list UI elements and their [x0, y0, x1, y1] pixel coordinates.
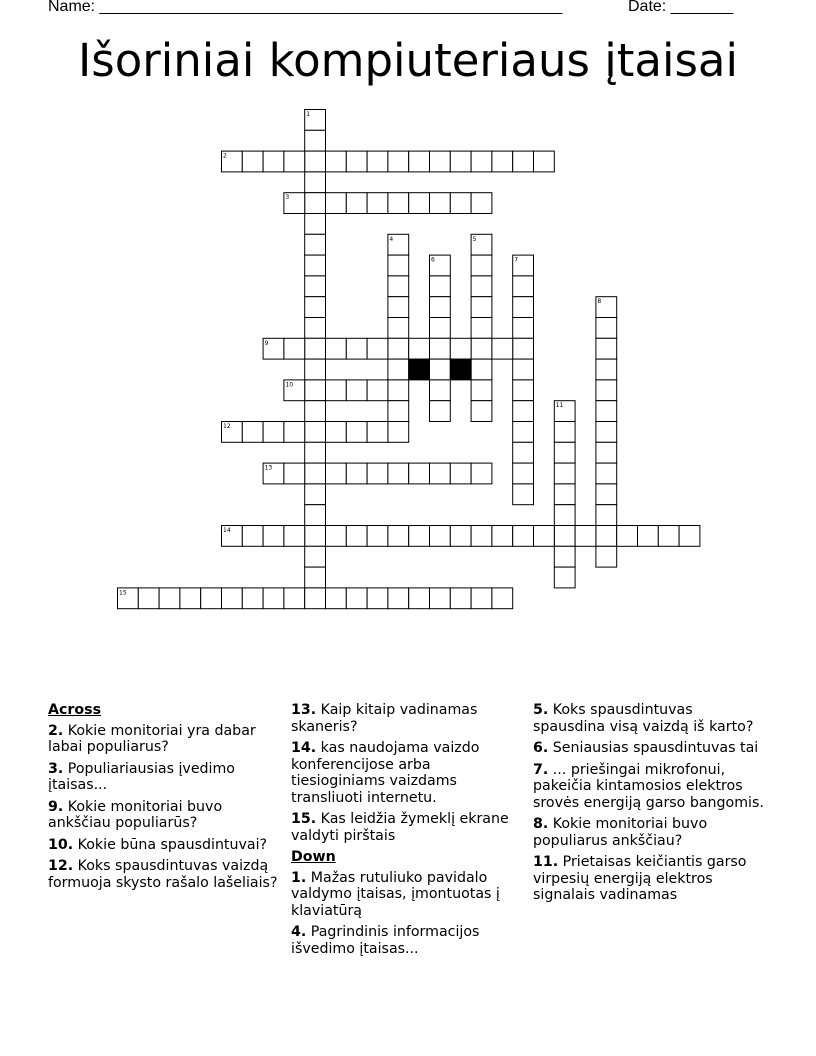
- grid-cell[interactable]: [450, 193, 471, 214]
- name-label: Name: ____________________________________________________: [48, 0, 563, 15]
- grid-cell[interactable]: [388, 151, 409, 172]
- grid-cell[interactable]: [430, 318, 451, 339]
- page-title: Išoriniai kompiuteriaus įtaisai: [78, 34, 738, 87]
- grid-cell[interactable]: [346, 338, 367, 359]
- grid-cell[interactable]: [367, 380, 388, 401]
- grid-cell[interactable]: [326, 526, 347, 547]
- black-cell: [450, 359, 471, 380]
- grid-cell[interactable]: [554, 526, 575, 547]
- grid-cell[interactable]: [388, 297, 409, 318]
- clue-across-2: 2. Kokie monitoriai yra dabar labai populiarus?: [48, 722, 256, 755]
- clues-column-2: [291, 702, 523, 962]
- grid-cell[interactable]: [617, 526, 638, 547]
- grid-cell[interactable]: [471, 338, 492, 359]
- grid-cell[interactable]: [388, 193, 409, 214]
- grid-cell[interactable]: [284, 338, 305, 359]
- grid-cell[interactable]: [388, 588, 409, 609]
- clue-across-3: 3. Populiariausias įvedimo įtaisas...: [48, 760, 235, 793]
- clue-down-7: 7. ... priešingai mikrofonui, pakeičia kintamosios elektros srovės energiją garso bangomis.: [533, 761, 764, 811]
- grid-cell[interactable]: [513, 463, 534, 484]
- grid-cell[interactable]: [305, 380, 326, 401]
- grid-cell[interactable]: [554, 484, 575, 505]
- grid-cell[interactable]: [305, 401, 326, 422]
- grid-cell[interactable]: [284, 588, 305, 609]
- grid-cell[interactable]: [596, 505, 617, 526]
- clue-down-5: 5. Koks spausdintuvas spausdina visą vaizdą iš karto?: [533, 702, 754, 735]
- grid-cell[interactable]: [305, 463, 326, 484]
- grid-cell[interactable]: [305, 276, 326, 297]
- grid-cell[interactable]: [554, 422, 575, 443]
- grid-cell[interactable]: [513, 422, 534, 443]
- cell-number: 11: [555, 402, 564, 410]
- grid-cell[interactable]: [513, 338, 534, 359]
- down-heading: Down: [291, 849, 336, 865]
- grid-cell[interactable]: [513, 526, 534, 547]
- grid-cell[interactable]: [388, 422, 409, 443]
- grid-cell[interactable]: [492, 588, 513, 609]
- grid-cell[interactable]: [554, 463, 575, 484]
- grid-cell[interactable]: [596, 484, 617, 505]
- clue-down-1: 1. Mažas rutuliuko pavidalo valdymo įtaisas, įmontuotas į klaviatūrą: [291, 869, 500, 919]
- clue-across-13: 13. Kaip kitaip vadinamas skaneris?: [291, 702, 478, 735]
- grid-cell[interactable]: [513, 401, 534, 422]
- grid-cell[interactable]: [430, 151, 451, 172]
- clue-down-6: 6. Seniausias spausdintuvas tai: [533, 740, 759, 756]
- grid-cell[interactable]: [596, 380, 617, 401]
- grid-cell[interactable]: [305, 338, 326, 359]
- grid-cell[interactable]: [450, 588, 471, 609]
- grid-cell[interactable]: [326, 193, 347, 214]
- grid-cell[interactable]: [430, 338, 451, 359]
- grid-cell[interactable]: [596, 359, 617, 380]
- grid-cell[interactable]: [305, 172, 326, 193]
- grid-cell[interactable]: [263, 151, 284, 172]
- grid-cell[interactable]: [388, 338, 409, 359]
- grid-cell[interactable]: [326, 380, 347, 401]
- cell-number: 6: [431, 256, 435, 264]
- grid-cell[interactable]: [409, 463, 430, 484]
- grid-cell[interactable]: [305, 193, 326, 214]
- grid-cell[interactable]: [450, 463, 471, 484]
- grid-cell[interactable]: [367, 588, 388, 609]
- grid-cell[interactable]: [367, 151, 388, 172]
- grid-cell[interactable]: [305, 422, 326, 443]
- black-cell: [409, 359, 430, 380]
- cell-number: 14: [223, 527, 231, 534]
- grid-cell[interactable]: [430, 297, 451, 318]
- grid-cell[interactable]: [513, 359, 534, 380]
- cell-number: 15: [119, 589, 127, 597]
- clue-across-12: 12. Koks spausdintuvas vaizdą formuoja skysto rašalo lašeliais?: [48, 858, 278, 891]
- grid-cell[interactable]: [305, 526, 326, 547]
- grid-cell[interactable]: [346, 526, 367, 547]
- grid-cell[interactable]: [513, 297, 534, 318]
- grid-cell[interactable]: [326, 588, 347, 609]
- date-label: Date: _______: [628, 0, 733, 15]
- grid-cell[interactable]: [242, 526, 263, 547]
- grid-cell[interactable]: [471, 401, 492, 422]
- grid-cell[interactable]: [388, 359, 409, 380]
- cell-number: 5: [472, 235, 477, 243]
- grid-cell[interactable]: [284, 422, 305, 443]
- grid-cell[interactable]: [388, 255, 409, 276]
- grid-cell[interactable]: [263, 422, 284, 443]
- grid-cell[interactable]: [326, 463, 347, 484]
- grid-cell[interactable]: [513, 151, 534, 172]
- grid-cell[interactable]: [430, 380, 451, 401]
- cell-number: 1: [306, 111, 311, 118]
- grid-cell[interactable]: [450, 526, 471, 547]
- grid-cell[interactable]: [201, 588, 222, 609]
- grid-cell[interactable]: [346, 422, 367, 443]
- grid-cell[interactable]: [367, 193, 388, 214]
- grid-cell[interactable]: [367, 422, 388, 443]
- grid-cell[interactable]: [513, 276, 534, 297]
- cell-number: 8: [597, 298, 602, 306]
- cell-number: 7: [514, 256, 519, 264]
- grid-cell[interactable]: [554, 442, 575, 463]
- grid-cell[interactable]: [346, 380, 367, 401]
- grid-cell[interactable]: [554, 567, 575, 588]
- grid-cell[interactable]: [326, 151, 347, 172]
- grid-cell[interactable]: [513, 318, 534, 339]
- grid-cell[interactable]: [284, 526, 305, 547]
- across-heading: Across: [48, 702, 102, 718]
- grid-cell[interactable]: [492, 338, 513, 359]
- grid-cell[interactable]: [430, 359, 451, 380]
- grid-cell[interactable]: [430, 276, 451, 297]
- clue-down-8: 8. Kokie monitoriai buvo populiarus ankščiau?: [533, 816, 708, 849]
- grid-cell[interactable]: [430, 193, 451, 214]
- grid-cell[interactable]: [471, 255, 492, 276]
- grid-cell[interactable]: [492, 526, 513, 547]
- grid-cell[interactable]: [305, 359, 326, 380]
- grid-cell[interactable]: [367, 338, 388, 359]
- grid-cell[interactable]: [284, 151, 305, 172]
- grid-cell[interactable]: [263, 526, 284, 547]
- grid-cell[interactable]: [284, 463, 305, 484]
- grid-cell[interactable]: [513, 380, 534, 401]
- grid-cell[interactable]: [471, 193, 492, 214]
- grid-cell[interactable]: [305, 297, 326, 318]
- cell-number: 10: [285, 381, 294, 389]
- clue-across-15: 15. Kas leidžia žymeklį ekrane valdyti pirštais: [291, 811, 509, 844]
- grid-cell[interactable]: [430, 526, 451, 547]
- grid-cell[interactable]: [346, 193, 367, 214]
- grid-cell[interactable]: [658, 526, 679, 547]
- grid-cell[interactable]: [305, 588, 326, 609]
- grid-cell[interactable]: [305, 130, 326, 151]
- cell-number: 2: [223, 152, 227, 160]
- cell-number: 12: [223, 423, 231, 430]
- grid-cell[interactable]: [242, 151, 263, 172]
- grid-cell[interactable]: [388, 401, 409, 422]
- grid-cell[interactable]: [346, 463, 367, 484]
- grid-cell[interactable]: [596, 442, 617, 463]
- grid-cell[interactable]: [409, 193, 430, 214]
- grid-cell[interactable]: [159, 588, 180, 609]
- grid-cell[interactable]: [450, 151, 471, 172]
- grid-cell[interactable]: [346, 151, 367, 172]
- grid-cell[interactable]: [596, 463, 617, 484]
- clue-across-9: 9. Kokie monitoriai buvo ankščiau populiarūs?: [48, 798, 223, 831]
- grid-cell[interactable]: [346, 588, 367, 609]
- grid-cell[interactable]: [409, 588, 430, 609]
- grid-cell[interactable]: [596, 338, 617, 359]
- grid-cell[interactable]: [554, 505, 575, 526]
- grid-cell[interactable]: [138, 588, 159, 609]
- clue-across-14: 14. kas naudojama vaizdo konferencijose arba tiesioginiams vaizdams transliuoti internetu.: [291, 740, 480, 806]
- grid-cell[interactable]: [180, 588, 201, 609]
- grid-cell[interactable]: [326, 422, 347, 443]
- grid-cell[interactable]: [596, 318, 617, 339]
- grid-cell[interactable]: [471, 151, 492, 172]
- grid-cell[interactable]: [305, 214, 326, 235]
- grid-cell[interactable]: [409, 526, 430, 547]
- grid-cell[interactable]: [222, 588, 243, 609]
- grid-cell[interactable]: [513, 484, 534, 505]
- grid-cell[interactable]: [305, 505, 326, 526]
- clue-across-10: 10. Kokie būna spausdintuvai?: [48, 836, 268, 853]
- cell-number: 13: [264, 464, 273, 472]
- grid-cell[interactable]: [263, 588, 284, 609]
- grid-cell[interactable]: [471, 463, 492, 484]
- grid-cell[interactable]: [679, 526, 700, 547]
- clue-down-4: 4. Pagrindinis informacijos išvedimo įtaisas...: [291, 924, 480, 957]
- grid-cell[interactable]: [409, 151, 430, 172]
- cell-number: 3: [285, 194, 290, 202]
- grid-cell[interactable]: [367, 526, 388, 547]
- grid-cell[interactable]: [388, 463, 409, 484]
- grid-cell[interactable]: [305, 442, 326, 463]
- clue-down-11: 11. Prietaisas keičiantis garso virpesių energiją elektros signalais vadinamas: [533, 854, 747, 903]
- grid-cell[interactable]: [305, 567, 326, 588]
- grid-cell[interactable]: [305, 255, 326, 276]
- grid-cell[interactable]: [430, 588, 451, 609]
- grid-cell[interactable]: [471, 318, 492, 339]
- grid-cell[interactable]: [471, 276, 492, 297]
- grid-cell[interactable]: [242, 588, 263, 609]
- grid-cell[interactable]: [534, 151, 555, 172]
- grid-cell[interactable]: [388, 380, 409, 401]
- grid-cell[interactable]: [242, 422, 263, 443]
- grid-cell[interactable]: [409, 338, 430, 359]
- grid-cell[interactable]: [305, 484, 326, 505]
- grid-cell[interactable]: [471, 380, 492, 401]
- cell-number: 4: [389, 235, 394, 243]
- clues-column-3: [533, 702, 765, 909]
- grid-cell[interactable]: [471, 526, 492, 547]
- grid-cell[interactable]: [305, 318, 326, 339]
- grid-cell[interactable]: [326, 338, 347, 359]
- grid-cell[interactable]: [513, 442, 534, 463]
- grid-cell[interactable]: [596, 401, 617, 422]
- grid-cell[interactable]: [450, 338, 471, 359]
- cell-number: 9: [264, 339, 269, 347]
- grid-cell[interactable]: [430, 463, 451, 484]
- grid-cell[interactable]: [596, 526, 617, 547]
- grid-cell[interactable]: [471, 359, 492, 380]
- grid-cell[interactable]: [534, 526, 555, 547]
- grid-cell[interactable]: [596, 546, 617, 567]
- grid-cell[interactable]: [305, 234, 326, 255]
- grid-cell[interactable]: [471, 588, 492, 609]
- grid-cell[interactable]: [492, 151, 513, 172]
- clues-column-1: [48, 702, 280, 896]
- grid-cell[interactable]: [596, 422, 617, 443]
- grid-cell[interactable]: [305, 546, 326, 567]
- grid-cell[interactable]: [554, 546, 575, 567]
- grid-cell[interactable]: [575, 526, 596, 547]
- grid-cell[interactable]: [638, 526, 659, 547]
- grid-cell[interactable]: [388, 276, 409, 297]
- grid-cell[interactable]: [305, 151, 326, 172]
- grid-cell[interactable]: [388, 526, 409, 547]
- grid-cell[interactable]: [430, 401, 451, 422]
- grid-cell[interactable]: [367, 463, 388, 484]
- grid-cell[interactable]: [388, 318, 409, 339]
- grid-cell[interactable]: [471, 297, 492, 318]
